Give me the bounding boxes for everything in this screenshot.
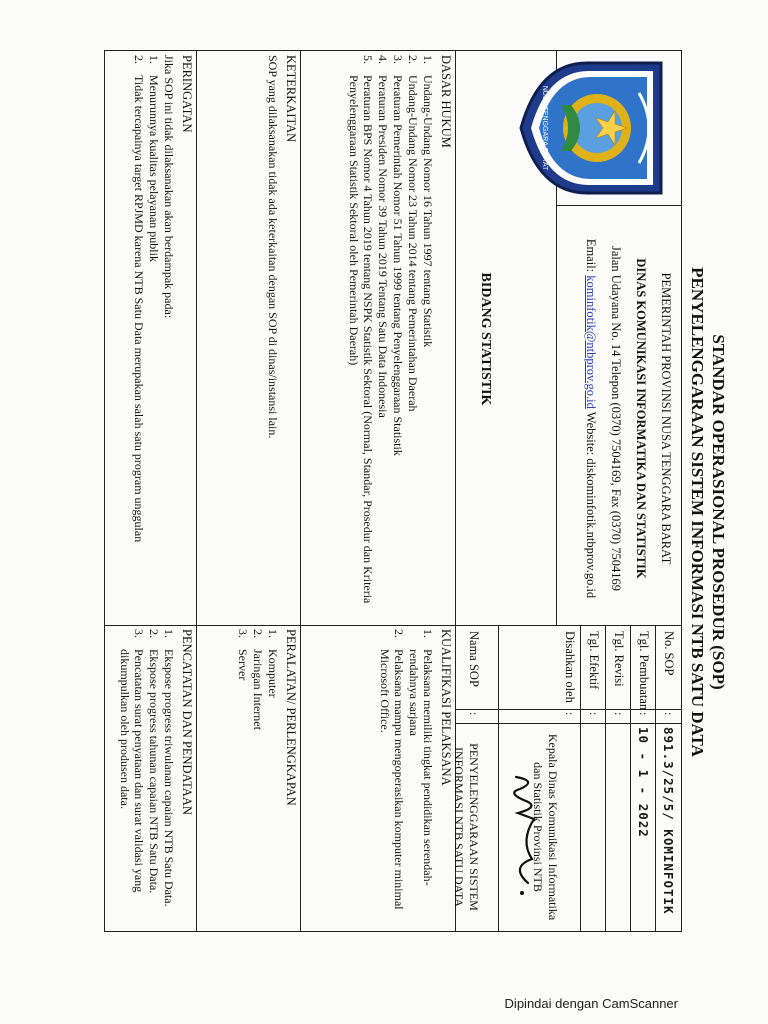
colon: : — [662, 712, 676, 716]
divider-row — [605, 625, 606, 931]
colon: : — [587, 712, 601, 716]
list-item: 3. Peraturan Pemerintah Nomor 51 Tahun 1999 tentang Penyelenggaraan Statistik — [391, 55, 405, 456]
keterkaitan-heading: KETERKAITAN — [284, 55, 298, 143]
kualifikasi-heading: KUALIFIKASI PELAKSANA — [439, 629, 453, 786]
divider-row — [655, 625, 656, 931]
keterkaitan-text: SOP yang dilaksanakan tidak ada keterkaitan dengan SOP di dinas/instansi lain. — [266, 55, 280, 439]
colon: : — [563, 712, 577, 716]
tgl-revisi-label: Tgl. Revisi — [612, 631, 626, 687]
pencatatan-heading: PENCATATAN DAN PENDATAAN — [180, 629, 194, 815]
document-title: STANDAR OPERASIONAL PROSEDUR (SOP) — [709, 334, 728, 690]
document-subtitle: PENYELENGGARAAN SISTEM INFORMASI NTB SATU DATA — [688, 267, 707, 757]
peringatan-list — [131, 55, 161, 575]
colon: : — [467, 712, 481, 716]
list-item: 2. Pelaksana mampu mengoperasikan komputer minimal Microsoft Office. — [378, 629, 406, 910]
logo-text: NUSA TENGGARA BARAT — [541, 85, 548, 171]
list-item: 2. Jaringan Internet — [251, 629, 265, 730]
peralatan-heading: PERALATAN/ PERLENGKAPAN — [284, 629, 298, 806]
list-item: 1. Komputer — [266, 629, 280, 698]
divider-row — [196, 51, 197, 931]
divider-row — [630, 625, 631, 931]
dasar-hukum-list — [346, 55, 435, 615]
government-name: PEMERINTAH PROVINSI NUSA TENGGARA BARAT — [659, 272, 673, 565]
list-item: 5. Peraturan BPS Nomor 4 Tahun 2019 tentang NSPK Statistik Sektoral (Normal, Standar, Prosedur dan Kriteria Penyelenggaraan Statistik Sektoral oleh Pemerintah Daerah) — [347, 55, 375, 604]
sop-table — [104, 50, 682, 932]
ntb-province-logo — [515, 53, 679, 203]
divider-row — [300, 51, 301, 931]
no-sop-value: 891.3/25/5/ KOMINFOTIK — [661, 727, 676, 915]
disahkan-label: Disahkan oleh — [563, 631, 577, 703]
contact-line — [583, 211, 598, 626]
list-item: 2. Ekspose progress tahunan capaian NTB Satu Data. — [147, 629, 161, 894]
department-address: Jalan Udayana No. 14 Telepon (0370) 7504169, Fax (0370) 7504169 — [609, 245, 623, 591]
list-item: 3. Pencatatan surat penyataan dan surat validasi yang dikumpulkan oleh produsen data. — [118, 629, 146, 893]
department-name: DINAS KOMUNIKASI INFORMATIKA DAN STATISTIK — [634, 258, 648, 579]
signature-image — [498, 771, 546, 901]
divider-meta-colons — [456, 723, 681, 724]
bidang-heading: BIDANG STATISTIK — [478, 272, 493, 406]
tgl-pembuatan-value: 10 - 1 - 2022 — [636, 727, 651, 838]
kualifikasi-list — [377, 629, 435, 927]
list-item: 1. Undang-Undang Nomor 16 Tahun 1997 tentang Statistik — [421, 55, 435, 348]
pencatatan-list — [117, 629, 176, 927]
divider-logo — [557, 205, 681, 206]
list-item: 4. Peraturan Presiden Nomor 39 Tahun 2019 Tentang Satu Data Indonesia — [376, 55, 390, 418]
camscanner-watermark: Dipindai dengan CamScanner — [504, 996, 678, 1011]
website-text: Website: diskominfotik.ntbprov.go.id — [584, 408, 598, 599]
peringatan-heading: PERINGATAN — [180, 55, 194, 133]
divider-row — [580, 625, 581, 931]
sop-document-page — [34, 32, 734, 992]
list-item: 1. Pelaksana memiliki tingkat pendidikan serendah-rendahnya sarjana — [407, 629, 435, 886]
email-link[interactable]: kominfotik@ntbprov.go.id — [584, 275, 598, 409]
tgl-pembuatan-label: Tgl. Pembuatan — [637, 631, 651, 711]
list-item: 1. Menurunnya kualitas pelayanan publik — [147, 55, 161, 262]
list-item: 2. Undang-Undang Nomor 23 Tahun 2014 tentang Pemerintahan Daerah — [406, 55, 420, 412]
colon: : — [612, 712, 626, 716]
approver-title: Kepala Dinas Komunikasi Informatika dan Statistik Provinsi NTB — [531, 733, 560, 921]
sop-name-value: PENYELENGGARAAN SISTEM INFORMASI NTB SATU DATA — [452, 743, 481, 911]
list-item: 3. Server — [236, 629, 250, 681]
dasar-hukum-heading: DASAR HUKUM — [439, 55, 453, 148]
list-item: 1. Ekspose progress triwulanan capaian NTB Satu Data. — [162, 629, 176, 907]
no-sop-label: No. SOP — [662, 631, 676, 676]
colon: : — [637, 712, 651, 716]
peringatan-intro: Jika SOP ini tidak dilaksanakan akan berdampak pada: — [162, 55, 176, 319]
peralatan-list — [235, 629, 280, 927]
list-item: 2. Tidak tercapainya target RPJMD karena NTB Satu Data merupakan salah satu program unggulan — [132, 55, 146, 543]
email-label: Email: — [584, 238, 598, 276]
tgl-efektif-label: Tgl. Efektif — [587, 631, 601, 690]
nama-sop-label: Nama SOP — [467, 631, 481, 687]
